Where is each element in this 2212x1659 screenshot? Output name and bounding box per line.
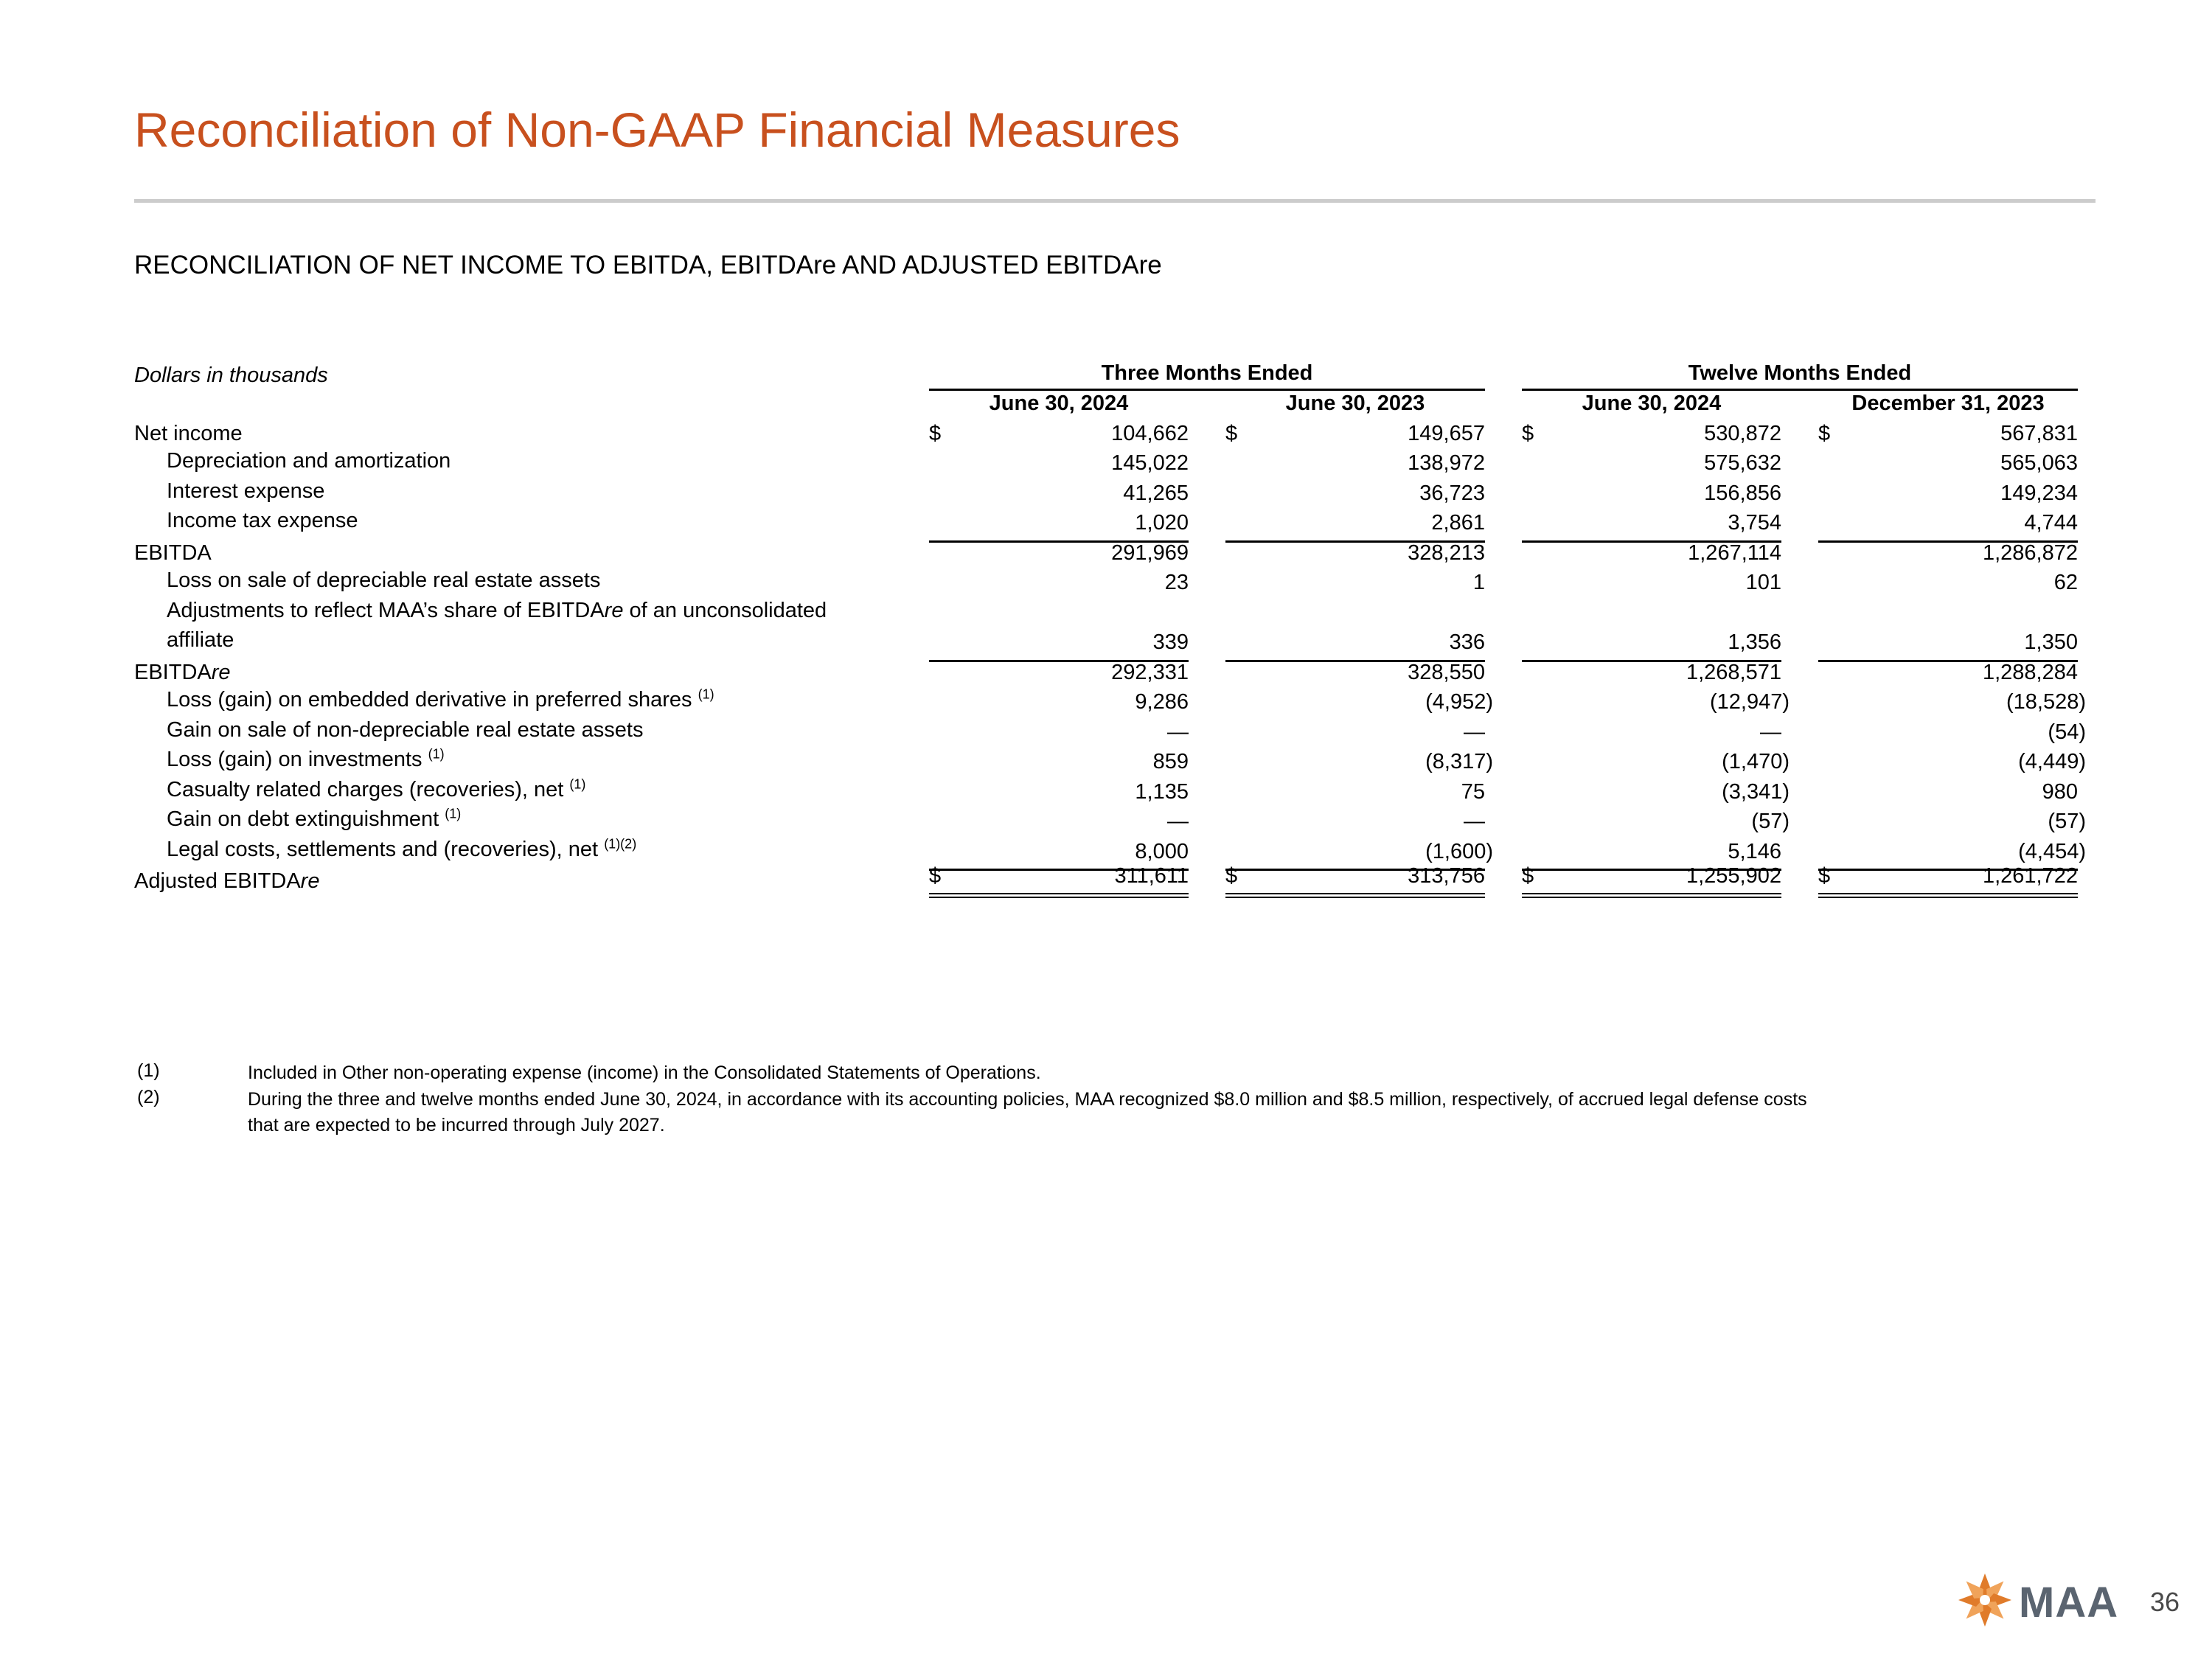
value-cell: (54) [2048, 720, 2086, 744]
value-cell: (4,454) [2018, 839, 2086, 863]
row-label: Adjustments to reflect MAA’s share of EBITDAre of an unconsolidated affiliate [167, 599, 827, 652]
value-cell: 565,063 [2000, 451, 2078, 475]
row-label: Legal costs, settlements and (recoveries), net $^{(1)(2)}$ [167, 835, 637, 861]
value-cell: 41,265 [1123, 481, 1189, 505]
footnote-ref: (1) [698, 686, 714, 702]
section-subtitle: RECONCILIATION OF NET INCOME TO EBITDA, EBITDAre AND ADJUSTED EBITDAre [134, 251, 1162, 279]
value-cell: 9,286 [1135, 690, 1189, 714]
value-cell: 980 [2042, 779, 2078, 804]
footnote-marker: (1) [137, 1060, 160, 1081]
currency-symbol: $ [1818, 421, 1831, 445]
column-header: June 30, 2023 [1285, 392, 1425, 415]
value-cell: 859 [1152, 750, 1189, 773]
value-cell: 104,662 [1111, 421, 1189, 445]
column-header: June 30, 2024 [1582, 392, 1722, 415]
footnote-marker: (2) [137, 1087, 160, 1107]
value-cell: 311,611 [1114, 864, 1189, 888]
value-cell: 1,286,872 [1982, 540, 2078, 565]
value-cell: (4,449) [2018, 750, 2086, 773]
currency-symbol: $ [1225, 864, 1238, 888]
value-cell: 156,856 [1704, 481, 1781, 505]
row-label: Loss (gain) on investments $^{(1)}$ [167, 746, 445, 771]
value-cell: 138,972 [1408, 451, 1485, 475]
value-cell: 1,268,571 [1686, 660, 1781, 684]
footnote-ref: (1) [445, 806, 462, 821]
value-cell: — [1167, 810, 1189, 833]
table-header-groups [134, 361, 2096, 391]
units-label: Dollars in thousands [134, 364, 328, 387]
title-divider [134, 199, 2096, 203]
currency-symbol: $ [1522, 421, 1534, 445]
row-label: Loss on sale of depreciable real estate assets [167, 568, 601, 592]
row-label: Depreciation and amortization [167, 449, 451, 473]
footnote-text: During the three and twelve months ended June 30, 2024, in accordance with its accounting policies, MAA recognized $8.0 million and $8.5 million, respectively, of accrued legal defense costs that are expected to be incurred through July 2027. [248, 1089, 1807, 1135]
footnote-1 [134, 1060, 2051, 1087]
row-label: EBITDAre [134, 660, 231, 684]
row-label: Loss (gain) on embedded derivative in preferred shares $^{(1)}$ [167, 686, 714, 712]
page-title: Reconciliation of Non-GAAP Financial Measures [134, 102, 1180, 157]
column-header: June 30, 2024 [989, 392, 1129, 415]
value-cell: 1 [1472, 571, 1485, 594]
value-cell: (1,600) [1425, 839, 1493, 863]
row-label: Net income [134, 421, 243, 445]
currency-symbol: $ [1225, 421, 1238, 445]
value-cell: — [1167, 720, 1189, 744]
value-cell: 75 [1461, 779, 1485, 804]
table-row [134, 480, 2096, 510]
value-cell: 291,969 [1111, 540, 1189, 565]
value-cell: 149,234 [2000, 481, 2078, 505]
value-cell: — [1760, 720, 1781, 744]
value-cell: — [1464, 810, 1485, 833]
value-cell: 145,022 [1111, 451, 1189, 475]
row-label: Gain on sale of non-depreciable real estate assets [167, 717, 644, 742]
value-cell: 328,213 [1408, 540, 1485, 565]
value-cell: 1,135 [1135, 779, 1189, 804]
table-row [134, 510, 2096, 540]
value-cell: (57) [1751, 810, 1790, 833]
currency-symbol: $ [1818, 864, 1831, 888]
group-three-months: Three Months Ended [929, 361, 1485, 391]
value-cell: 292,331 [1111, 660, 1189, 684]
value-cell: 1,020 [1135, 511, 1189, 535]
value-cell: (18,528) [2006, 690, 2086, 714]
row-label: Adjusted EBITDAre [134, 869, 320, 893]
value-cell: 149,657 [1408, 421, 1485, 445]
currency-symbol: $ [929, 864, 942, 888]
row-label: Income tax expense [167, 509, 358, 532]
footnote-ref: (1)(2) [604, 835, 637, 851]
value-cell: (8,317) [1425, 750, 1493, 773]
row-label: EBITDA [134, 540, 212, 565]
value-cell: 8,000 [1135, 839, 1189, 863]
value-cell: 313,756 [1408, 864, 1485, 888]
currency-symbol: $ [1522, 864, 1534, 888]
value-cell: 23 [1164, 571, 1189, 594]
value-cell: 101 [1745, 571, 1781, 594]
table-row [134, 570, 2096, 600]
value-cell: 3,754 [1728, 511, 1781, 535]
value-cell: 567,831 [2000, 421, 2078, 445]
column-header: December 31, 2023 [1851, 392, 2045, 415]
value-cell: 1,267,114 [1688, 540, 1781, 565]
value-cell: 328,550 [1408, 660, 1485, 684]
row-label: Gain on debt extinguishment $^{(1)}$ [167, 806, 462, 831]
table-header-columns [134, 391, 2096, 420]
table-row-total [134, 864, 2096, 899]
value-cell: (57) [2048, 810, 2086, 833]
maa-logo [1957, 1572, 2126, 1628]
row-label: Casualty related charges (recoveries), net $^{(1)}$ [167, 776, 586, 801]
maa-star-icon [1957, 1572, 2013, 1628]
value-cell: 1,356 [1728, 630, 1781, 654]
logo-text: MAA [2019, 1579, 2119, 1627]
footnote-ref: (1) [428, 746, 445, 762]
value-cell: (4,952) [1425, 690, 1493, 714]
footnote-ref: (1) [569, 776, 586, 791]
currency-symbol: $ [929, 421, 942, 445]
footnote-text: Included in Other non-operating expense (income) in the Consolidated Statements of Operations. [248, 1062, 1041, 1083]
value-cell: (3,341) [1722, 779, 1790, 804]
value-cell: 339 [1152, 630, 1189, 654]
value-cell: 1,288,284 [1982, 660, 2078, 684]
group-twelve-months: Twelve Months Ended [1522, 361, 2078, 391]
reconciliation-table [134, 361, 2096, 898]
page-number: 36 [2150, 1587, 2180, 1617]
row-label: Interest expense [167, 479, 325, 503]
value-cell: (12,947) [1709, 690, 1790, 714]
value-cell: 5,146 [1728, 839, 1781, 863]
value-cell: 575,632 [1704, 451, 1781, 475]
value-cell: 336 [1449, 630, 1485, 654]
value-cell: — [1464, 720, 1485, 744]
value-cell: 4,744 [2024, 511, 2078, 535]
value-cell: 1,261,722 [1982, 864, 2078, 888]
value-cell: 2,861 [1431, 511, 1485, 535]
value-cell: (1,470) [1722, 750, 1790, 773]
footnote-2 [134, 1087, 2051, 1140]
table-row [134, 451, 2096, 481]
value-cell: 1,255,902 [1686, 864, 1781, 888]
table-row [134, 599, 2096, 659]
value-cell: 36,723 [1419, 481, 1485, 505]
value-cell: 1,350 [2024, 630, 2078, 654]
value-cell: 530,872 [1704, 421, 1781, 445]
value-cell: 62 [2053, 571, 2078, 594]
